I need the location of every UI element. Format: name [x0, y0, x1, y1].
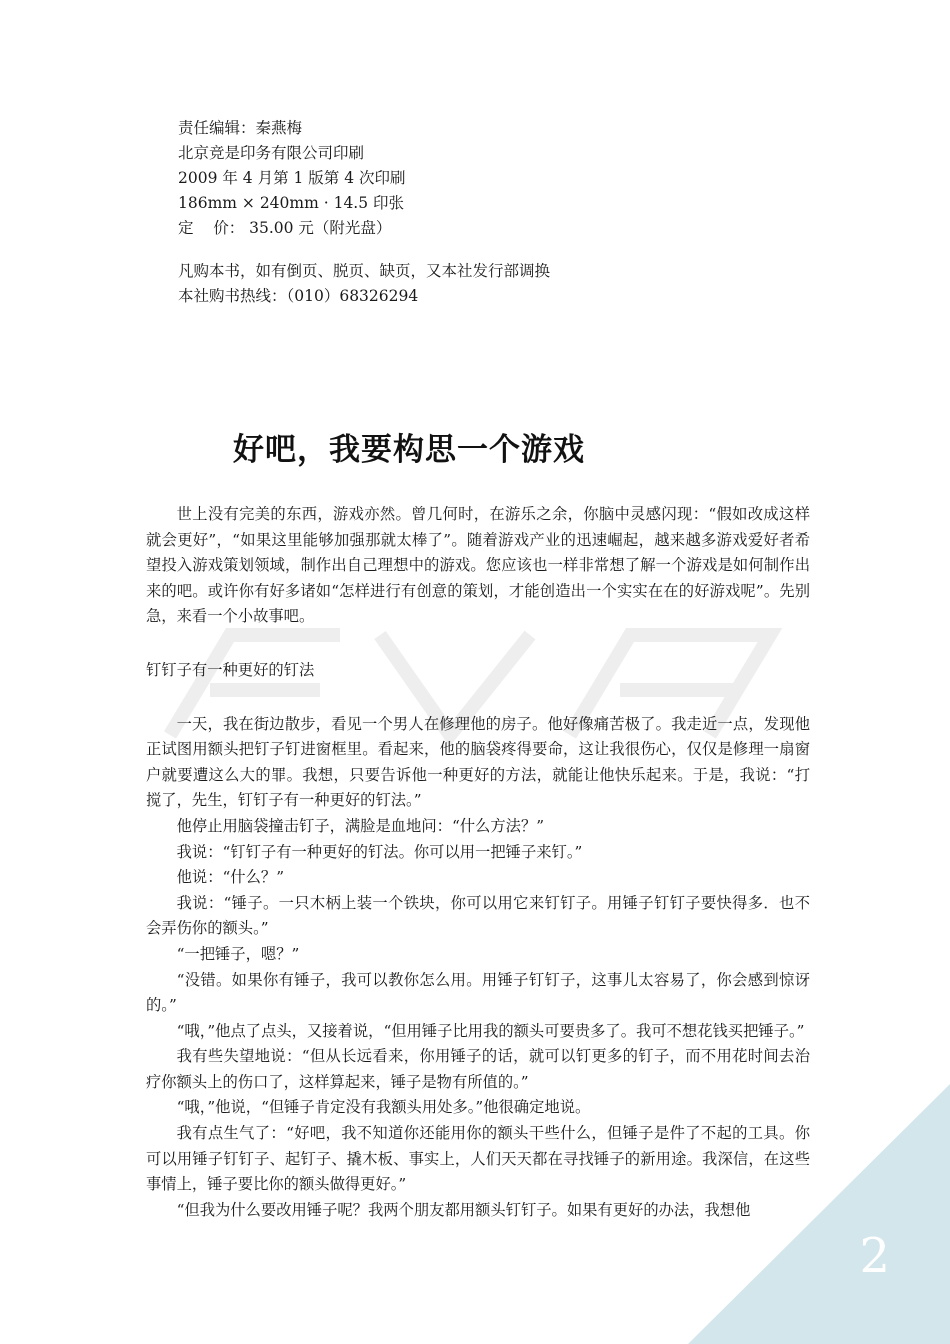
section-subheading: 钉钉子有一种更好的钉法 [146, 660, 315, 679]
colophon [178, 116, 550, 309]
story-paragraph: “一把锤子，嗯？” [176, 944, 300, 963]
story-paragraph: 他停止用脑袋撞击钉子，满脸是血地问：“什么方法？” [176, 816, 545, 835]
intro-paragraph: 世上没有完美的东西，游戏亦然。曾几何时，在游乐之余，你脑中灵感闪现：“假如改成这样就会更好”，“如果这里能够加强那就太棒了”。随着游戏产业的迅速崛起，越来越多游戏爱好者希望投入游戏策划领域，制作出自己理想中的游戏。您应该也一样非常想了解一个游戏是如何制作出来的吧。或许你有好多诸如“怎样进行有创意的策划，才能创造出一个实实在在的好游戏呢”。先别急，来看一个小故事吧。 [146, 505, 810, 626]
page-number: 2 [859, 1228, 890, 1284]
edition-line: 2009 年 4 月第 1 版第 4 次印刷 [178, 169, 406, 187]
story-paragraph: “哦，”他点了点头，又接着说，“但用锤子比用我的额头可要贵多了。我可不想花钱买把锤子。” [176, 1021, 805, 1040]
story-paragraph: 一天，我在街边散步，看见一个男人在修理他的房子。他好像痛苦极了。我走近一点，发现他正试图用额头把钉子钉进窗框里。看起来，他的脑袋疼得要命，这让我很伤心，仅仅是修理一扇窗户就要遭这么大的罪。我想，只要告诉他一种更好的方法，就能让他快乐起来。于是，我说：“打搅了，先生，钉钉子有一种更好的钉法。” [146, 714, 810, 810]
notice-line: 凡购本书，如有倒页、脱页、缺页，又本社发行部调换 [178, 262, 551, 280]
story-paragraph: 我有点生气了：“好吧，我不知道你还能用你的额头干些什么，但锤子是件了不起的工具。你可以用锤子钉钉子、起钉子、撬木板、事实上，人们天天都在寻找锤子的新用途。我深信，在这些事情上，锤子要比你的额头做得更好。” [146, 1124, 810, 1194]
story-paragraph: “没错。如果你有锤子，我可以教你怎么用。用锤子钉钉子，这事儿太容易了，你会感到惊讶的。” [146, 970, 810, 1015]
colophon-gap [178, 241, 550, 259]
story-paragraph: 我说：“钉钉子有一种更好的钉法。你可以用一把锤子来钉。” [176, 842, 583, 861]
story-paragraph: 我有些失望地说：“但从长远看来，你用锤子的话，就可以钉更多的钉子，而不用花时间去治疗你额头上的伤口了，这样算起来，锤子是物有所值的。” [146, 1047, 810, 1091]
story-paragraph: 他说：“什么？” [176, 868, 285, 887]
price-line: 定 价： 35.00 元（附光盘） [178, 219, 392, 237]
story-paragraph: 我说：“锤子。一只木柄上装一个铁块，你可以用它来钉钉子。用锤子钉钉子要快得多．也不会弄伤你的额头。” [146, 893, 810, 938]
editor-line: 责任编辑：秦燕梅 [178, 119, 303, 137]
printer-line: 北京竞是印务有限公司印刷 [178, 144, 365, 162]
format-line: 186mm × 240mm · 14.5 印张 [178, 194, 405, 212]
story-paragraph: “哦，”他说，“但锤子肯定没有我额头用处多。”他很确定地说。 [176, 1098, 591, 1117]
article-body [146, 502, 810, 1223]
article-title: 好吧，我要构思一个游戏 [233, 432, 585, 468]
story-paragraph: “但我为什么要改用锤子呢？我两个朋友都用额头钉钉子。如果有更好的办法，我想他 [176, 1200, 751, 1219]
hotline-line: 本社购书热线：（010）68326294 [178, 287, 419, 305]
